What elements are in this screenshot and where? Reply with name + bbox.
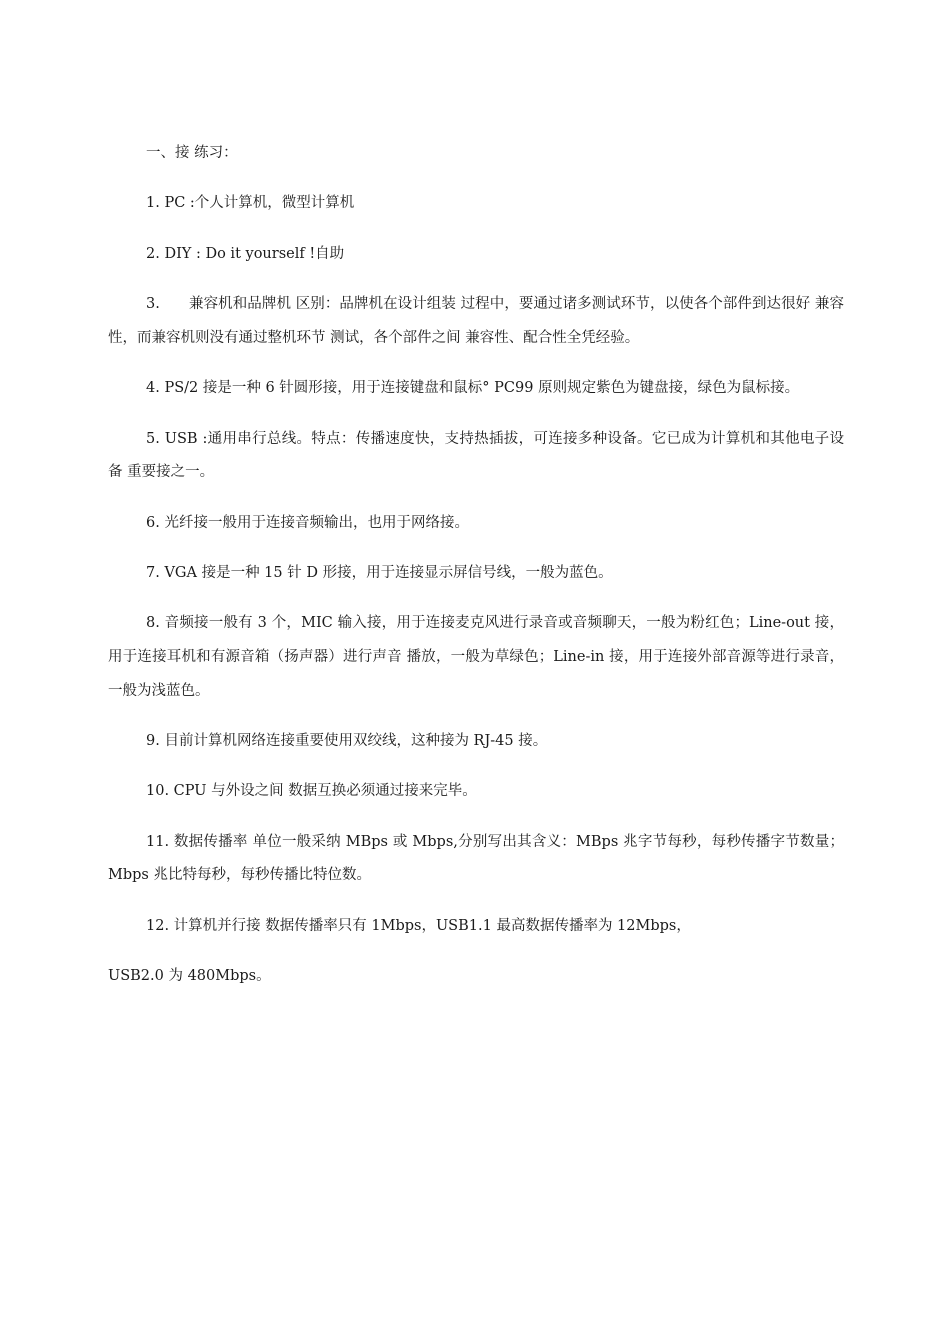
paragraph-item-8: 8. 音频接一般有 3 个，MIC 输入接，用于连接麦克风进行录音或音频聊天，一般为粉红色；Line-out 接，用于连接耳机和有源音箱（扬声器）进行声音 播放，一般为草绿色；Line-in 接，用于连接外部音源等进行录音，一般为浅蓝色。 [108,615,844,699]
paragraph-item-2: 2. DIY : Do it yourself !自助 [146,245,345,262]
paragraph-item-7: 7. VGA 接是一种 15 针 D 形接，用于连接显示屏信号线，一般为蓝色。 [146,564,613,581]
paragraph-item-4: 4. PS/2 接是一种 6 针圆形接，用于连接键盘和鼠标° PC99 原则规定紫色为键盘接，绿色为鼠标接。 [146,380,800,397]
paragraph-item-11: 11. 数据传播率 单位一般采纳 MBps 或 Mbps,分别写出其含义：MBps 兆字节每秒，每秒传播字节数量；Mbps 兆比特每秒，每秒传播比特位数。 [108,833,844,884]
paragraph-item-9: 9. 目前计算机网络连接重要使用双绞线，这种接为 RJ-45 接。 [146,732,548,749]
paragraph-item-6: 6. 光纤接一般用于连接音频输出，也用于网络接。 [146,514,469,531]
paragraph-item-10: 10. CPU 与外设之间 数据互换必须通过接来完毕。 [146,783,477,800]
paragraph-item-3: 3. 兼容机和品牌机 区别：品牌机在设计组装 过程中，要通过诸多测试环节，以使各个部件到达很好 兼容性，而兼容机则没有通过整机环节 测试，各个部件之间 兼容性、配合性全凭经验。 [108,296,844,346]
paragraph-item-1: 1. PC :个人计算机，微型计算机 [146,195,355,212]
paragraph-item-5: 5. USB :通用串行总线。特点：传播速度快，支持热插拔，可连接多种设备。它已成为计算机和其他电子设备 重要接之一。 [108,430,844,481]
paragraph-item-12-continuation: USB2.0 为 480Mbps。 [108,968,271,985]
document-body [108,137,844,1010]
paragraph-item-12: 12. 计算机并行接 数据传播率只有 1Mbps，USB1.1 最高数据传播率为 12Mbps， [146,917,691,934]
section-heading: 一、接 练习： [146,145,238,161]
